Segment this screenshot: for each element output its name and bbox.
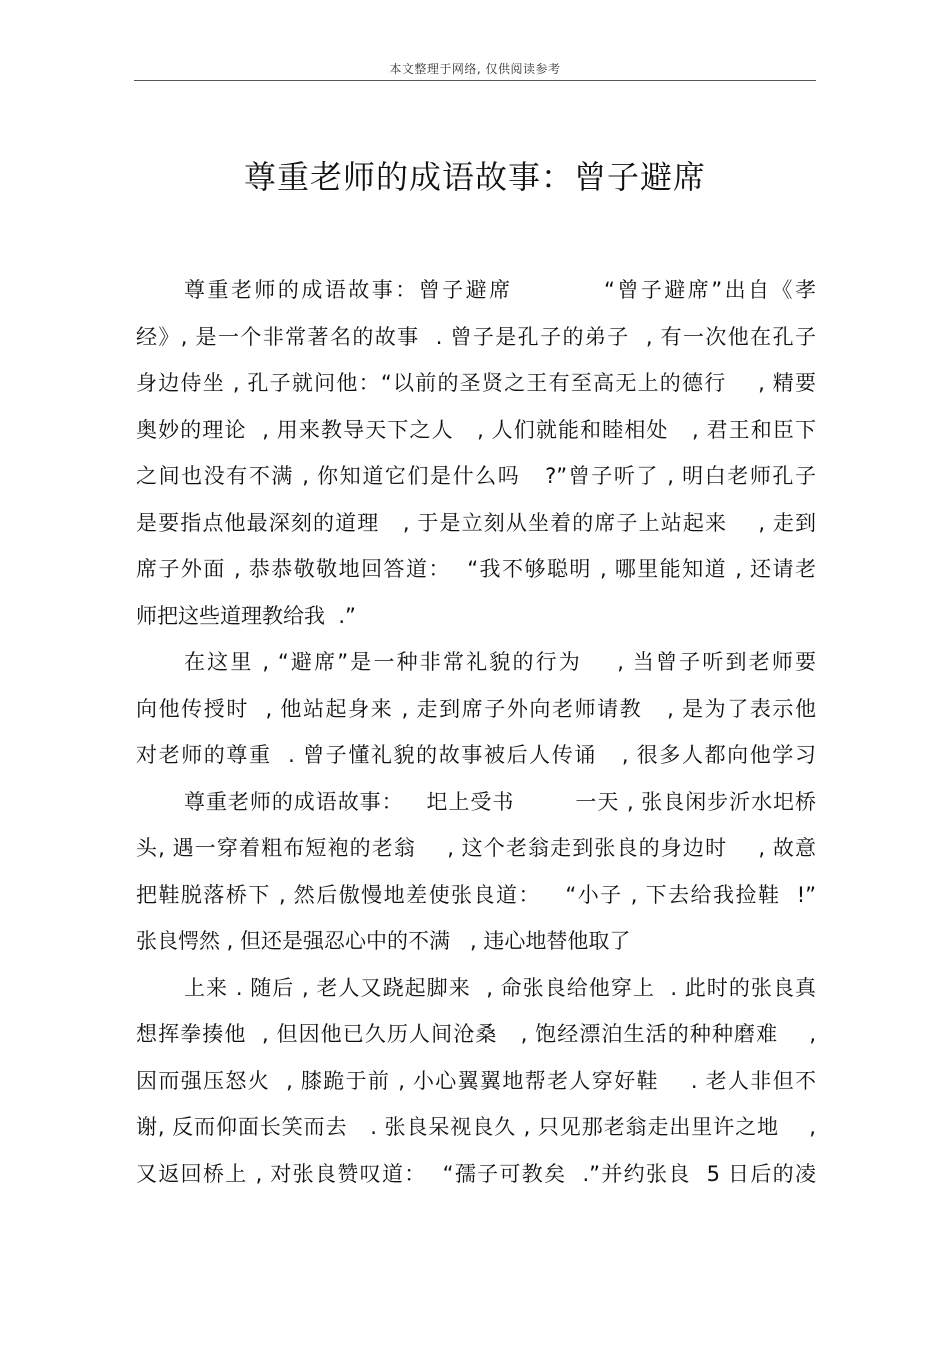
body-line: 身边侍坐 , 孔子就问他：“以前的圣贤之王有至高无上的德行 , 精要 (136, 371, 816, 395)
header-divider (134, 80, 816, 81)
body-line: 在这里 , “避席”是一种非常礼貌的行为 , 当曾子听到老师要 (184, 650, 816, 674)
body-line: 对老师的尊重 . 曾子懂礼貌的故事被后人传诵 , 很多人都向他学习 (136, 743, 816, 767)
body-line: 向他传授时 , 他站起身来 , 走到席子外向老师请教 , 是为了表示他 (136, 696, 816, 721)
body-line: 因而强压怒火 , 膝跪于前 , 小心翼翼地帮老人穿好鞋 . 老人非但不 (136, 1068, 816, 1093)
body-line: 席子外面 , 恭恭敬敬地回答道： “我不够聪明 , 哪里能知道 , 还请老 (136, 557, 816, 581)
body-line: 之间也没有不满 , 你知道它们是什么吗 ?”曾子听了 , 明白老师孔子 (136, 464, 816, 488)
body-line: 奥妙的理论 , 用来教导天下之人 , 人们就能和睦相处 , 君王和臣下 (136, 417, 816, 442)
body-line: 想挥拳揍他 , 但因他已久历人间沧桑 , 饱经漂泊生活的种种磨难 , (136, 1022, 816, 1046)
body-line: 尊重老师的成语故事： 圯上受书 一天 , 张良闲步沂水圯桥 (184, 789, 816, 814)
body-line: 又返回桥上 , 对张良赞叹道： “孺子可教矣 .”并约张良 5 日后的凌 (136, 1161, 816, 1186)
body-line: 把鞋脱落桥下 , 然后傲慢地差使张良道： “小子 , 下去给我捡鞋 !” (136, 882, 816, 907)
body-line: 尊重老师的成语故事：曾子避席 “曾子避席”出自《孝 (184, 278, 816, 302)
header-note: 本文整理于网络, 仅供阅读参考 (389, 62, 561, 76)
body-line: 谢, 反而仰面长笑而去 . 张良呆视良久 , 只见那老翁走出里许之地 , (136, 1115, 816, 1139)
body-line: 是要指点他最深刻的道理 , 于是立刻从坐着的席子上站起来 , 走到 (136, 510, 816, 535)
document-title: 尊重老师的成语故事：曾子避席 (243, 158, 706, 196)
body-line: 头, 遇一穿着粗布短袍的老翁 , 这个老翁走到张良的身边时 , 故意 (136, 836, 816, 860)
body-line: 经》, 是一个非常著名的故事 . 曾子是孔子的弟子 , 有一次他在孔子 (136, 324, 816, 349)
body-line: 师把这些道理教给我 .” (136, 603, 356, 628)
body-line: 张良愕然 , 但还是强忍心中的不满 , 违心地替他取了 (136, 929, 631, 953)
body-line: 上来 . 随后 , 老人又跷起脚来 , 命张良给他穿上 . 此时的张良真 (184, 975, 816, 1000)
document-body (136, 267, 816, 1197)
